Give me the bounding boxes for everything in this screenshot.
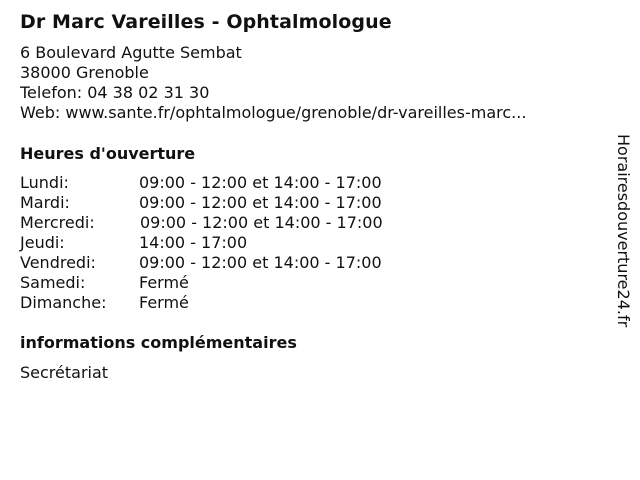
day-label: Mercredi: [20, 213, 95, 232]
hours-row-wednesday [20, 213, 600, 233]
hours-row-saturday [20, 273, 600, 293]
website-link[interactable]: Web: www.sante.fr/ophtalmologue/grenoble/dr-vareilles-marc... [20, 103, 527, 122]
hours-row-monday [20, 173, 600, 193]
day-hours: 09:00 - 12:00 et 14:00 - 17:00 [139, 193, 382, 212]
additional-info-heading: informations complémentaires [20, 333, 297, 352]
address-block [20, 43, 600, 123]
opening-hours-heading: Heures d'ouverture [20, 144, 196, 163]
brand-watermark [612, 134, 634, 384]
hours-row-friday [20, 253, 600, 273]
day-label: Samedi: [20, 273, 86, 292]
day-hours: 14:00 - 17:00 [139, 233, 248, 252]
day-label: Jeudi: [20, 233, 65, 252]
business-card [20, 10, 600, 383]
day-hours: 09:00 - 12:00 et 14:00 - 17:00 [140, 213, 383, 232]
day-hours: Fermé [139, 293, 189, 312]
day-label: Lundi: [20, 173, 69, 192]
brand-text[interactable]: Horairesdouverture24.fr [614, 134, 633, 328]
day-label: Mardi: [20, 193, 70, 212]
phone-number[interactable]: Telefon: 04 38 02 31 30 [20, 83, 210, 102]
day-label: Vendredi: [20, 253, 96, 272]
hours-row-sunday [20, 293, 600, 313]
day-hours: 09:00 - 12:00 et 14:00 - 17:00 [139, 253, 382, 272]
page-title: Dr Marc Vareilles - Ophtalmologue [20, 11, 392, 33]
address-street: 6 Boulevard Agutte Sembat [20, 43, 242, 62]
address-city: 38000 Grenoble [20, 63, 149, 82]
opening-hours-list [20, 173, 600, 313]
day-hours: 09:00 - 12:00 et 14:00 - 17:00 [139, 173, 382, 192]
additional-info-text: Secrétariat [20, 363, 109, 382]
day-label: Dimanche: [20, 293, 107, 312]
day-hours: Fermé [139, 273, 189, 292]
hours-row-tuesday [20, 193, 600, 213]
hours-row-thursday [20, 233, 600, 253]
